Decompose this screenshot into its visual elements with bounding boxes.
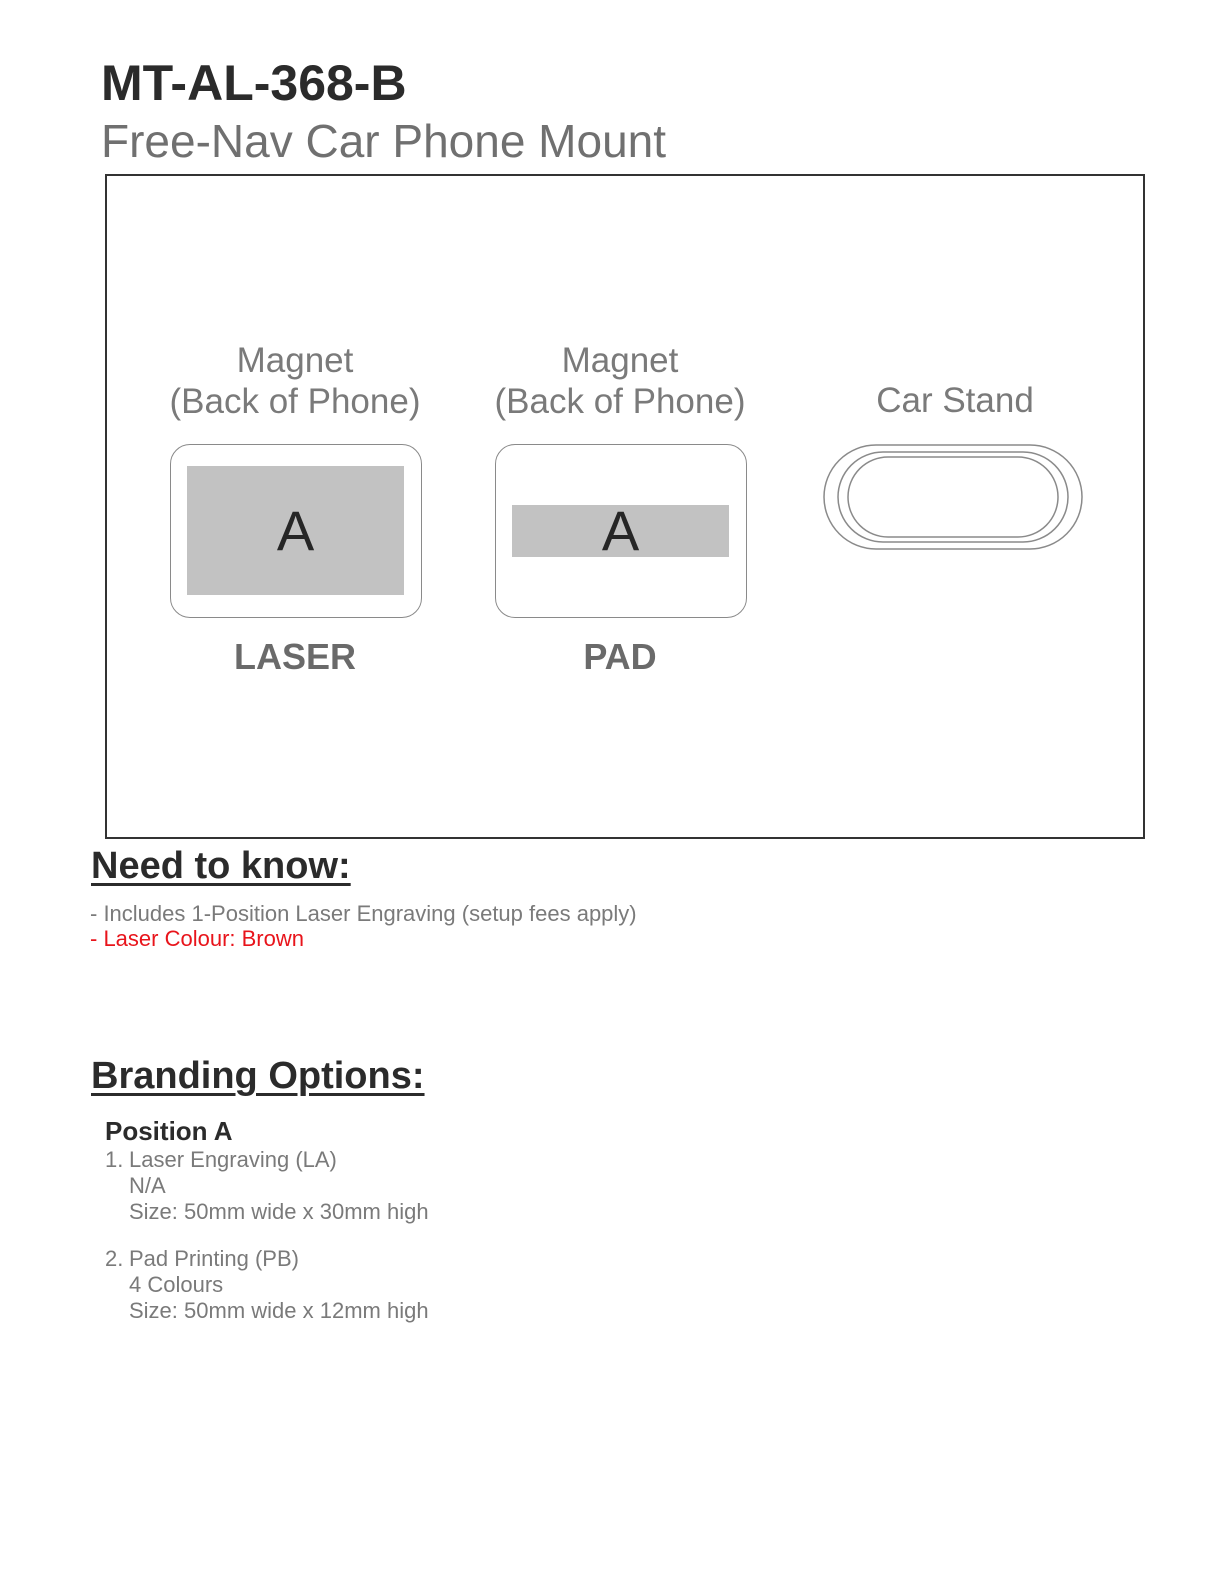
method-label-laser: LASER [233, 636, 356, 677]
option-number: 2. [105, 1246, 124, 1271]
item-label-line2: (Back of Phone) [169, 382, 421, 421]
car-stand-inner-pad [848, 457, 1058, 537]
method-label-pad: PAD [583, 636, 657, 677]
print-letter: A [601, 499, 640, 562]
item-label-laser [145, 340, 445, 422]
print-area-pad [512, 499, 729, 562]
note-laser-colour: - Laser Colour: Brown [90, 926, 304, 951]
product-name: Free-Nav Car Phone Mount [101, 115, 667, 167]
diagram-frame [105, 174, 1145, 839]
need-to-know-heading: Need to know: [91, 845, 351, 887]
item-label-line1: Magnet [236, 341, 354, 380]
car-stand-illustration [821, 442, 1085, 552]
item-label-pad [470, 340, 770, 422]
item-label-line2: (Back of Phone) [494, 382, 746, 421]
option-size: Size: 50mm wide x 30mm high [129, 1199, 429, 1224]
branding-option-laser [105, 1147, 429, 1225]
product-code: MT-AL-368-B [101, 55, 407, 111]
magnet-plate-pad [495, 444, 747, 618]
branding-options-heading: Branding Options: [91, 1055, 425, 1097]
option-size: Size: 50mm wide x 12mm high [129, 1298, 429, 1323]
print-area-laser [187, 466, 404, 595]
item-label-line1: Magnet [561, 341, 679, 380]
note-setup-fees: - Includes 1-Position Laser Engraving (setup fees apply) [90, 901, 637, 926]
option-name: Pad Printing (PB) [129, 1246, 299, 1271]
branding-option-pad [105, 1246, 429, 1324]
option-name: Laser Engraving (LA) [129, 1147, 337, 1172]
magnet-plate-laser [170, 444, 422, 618]
option-number: 1. [105, 1147, 124, 1172]
position-title: Position A [105, 1116, 233, 1146]
item-label-car-stand: Car Stand [876, 381, 1034, 420]
print-letter: A [276, 498, 315, 562]
option-detail: 4 Colours [129, 1272, 224, 1297]
option-detail: N/A [129, 1173, 166, 1198]
